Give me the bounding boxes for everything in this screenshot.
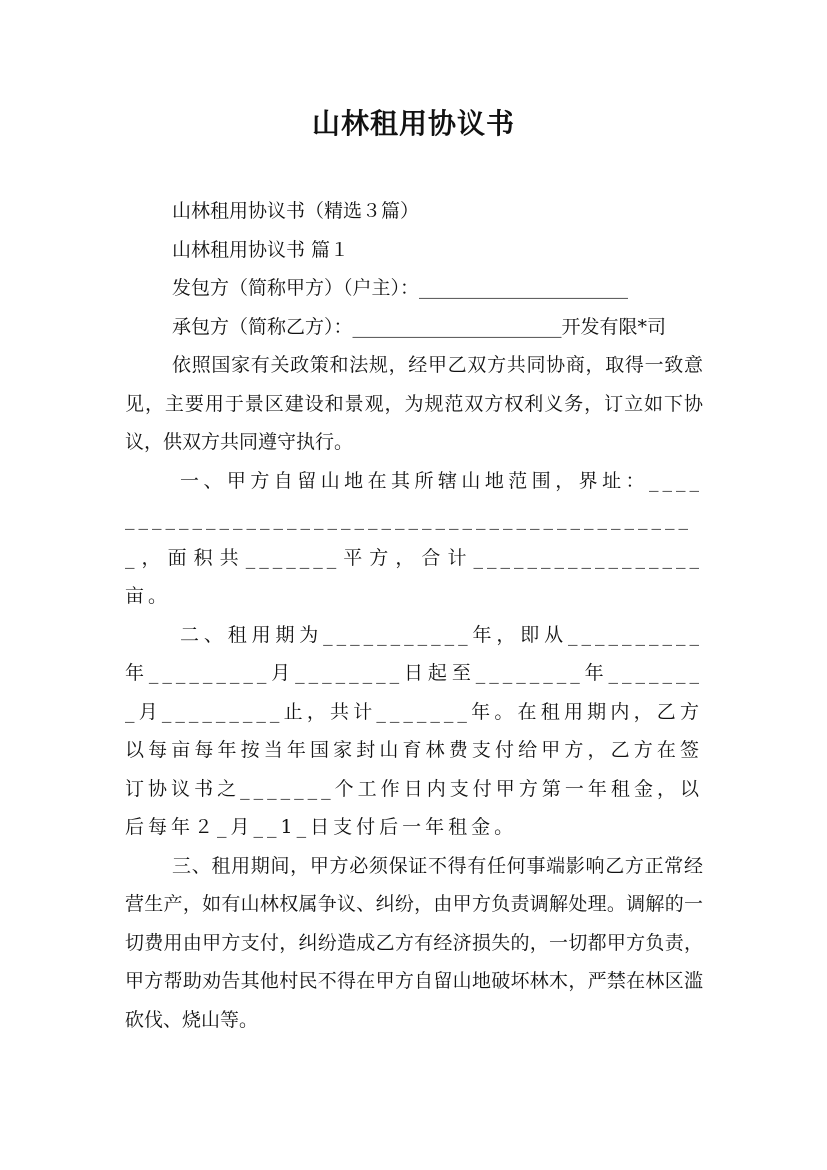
- document-title: 山林租用协议书: [311, 107, 515, 140]
- paragraph-section-heading: 山林租用协议书 篇１: [172, 238, 350, 261]
- paragraph-clause-1: 一、甲方自留山地在其所辖山地范围，界址：_______________________________________________，面积共_______平方，合计_________________亩。: [125, 469, 703, 607]
- paragraph-preamble: 依照国家有关政策和法规，经甲乙双方共同协商，取得一致意见，主要用于景区建设和景观，为规范双方权利义务，订立如下协议，供双方共同遵守执行。: [125, 354, 703, 453]
- paragraph-subtitle: 山林租用协议书（精选３篇）: [172, 200, 420, 222]
- paragraph-party-b: 承包方（简称乙方）：______________________开发有限*司: [172, 315, 667, 338]
- paragraph-party-a: 发包方（简称甲方）（户主）：______________________: [172, 277, 629, 299]
- paragraph-clause-3: 三、租用期间，甲方必须保证不得有任何事端影响乙方正常经营生产，如有山林权属争议、纠纷，由甲方负责调解处理。调解的一切费用由甲方支付，纠纷造成乙方有经济损失的，一切都甲方负责，甲方帮助劝告其他村民不得在甲方自留山地破坏林木，严禁在林区滥砍伐、烧山等。: [125, 854, 703, 1031]
- document-body: [125, 192, 703, 1039]
- paragraph-clause-2: 二、租用期为___________年，即从__________年_________月________日起至________年________月_________止，共计_______年。在租用期内，乙方以每亩每年按当年国家封山育林费支付给甲方，乙方在签订协议书之_______个工作日内支付甲方第一年租金，以后每年２_月__1_日支付后一年租金。: [125, 623, 703, 838]
